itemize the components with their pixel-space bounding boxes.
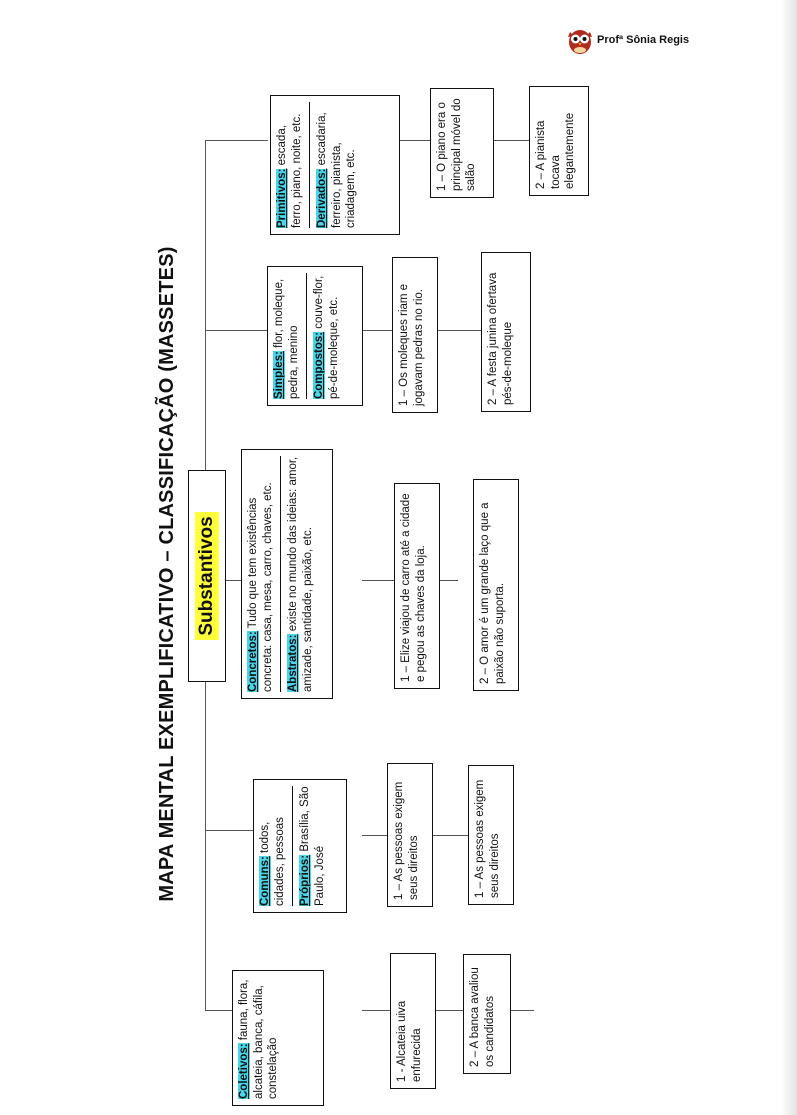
category-box-concretos-abstratos	[241, 449, 333, 699]
example-text: 2 – O amor é um grande laço que a paixão não suporta.	[479, 502, 506, 684]
example-box-primitivos-1	[430, 88, 494, 198]
example-text: 1 – As pessoas exigem seus direitos	[393, 781, 420, 900]
desc-proprios: Brasília, São Paulo, José	[299, 786, 326, 906]
example-text: 2 – A pianista tocava elegantemente	[535, 112, 576, 189]
example-box-simples-1	[392, 257, 438, 413]
example-text: 1 – O piano era o principal móvel do salão	[436, 98, 477, 191]
connector-stub-5	[205, 140, 268, 141]
category-box-coletivos	[232, 970, 324, 1106]
example-text: 1 - Alcateia uiva enfurecida	[396, 1000, 423, 1082]
divider	[306, 273, 307, 399]
root-label-wrap	[191, 476, 223, 676]
term-abstratos: Abstratos:	[287, 634, 299, 692]
desc-primitivos: escada, ferro, piano, noite, etc.	[276, 113, 303, 228]
category-box-comuns-proprios	[253, 779, 347, 913]
desc-concretos: Tudo que tem existências concreta: casa, mesa, carro, chaves, etc.	[247, 482, 274, 692]
example-box-coletivos-1	[390, 953, 436, 1089]
example-text: 1 – Os moleques riam e jogavam pedras no rio.	[398, 283, 425, 406]
desc-derivados: escadaria, ferreiro, pianista, criadagem, etc.	[316, 112, 357, 228]
page-title: MAPA MENTAL EXEMPLIFICATIVO – CLASSIFICAÇÃO (MASSETES)	[156, 246, 178, 902]
category-box-primitivos-derivados	[270, 95, 400, 235]
example-box-primitivos-2	[529, 86, 589, 196]
connector-stub-4	[205, 330, 268, 331]
example-text: 1 – As pessoas exigem seus direitos	[474, 779, 501, 898]
example-text: 2 – A festa junina ofertava pés-de-moleque	[487, 272, 514, 405]
desc-coletivos: fauna, flora, alcateia, banca, cáfila, constelação	[238, 979, 279, 1099]
category-box-simples-compostos	[267, 266, 363, 406]
desc-abstratos: existe no mundo das ideias: amor, amizade, santidade, paixão, etc.	[287, 456, 314, 692]
owl-icon	[565, 25, 595, 55]
term-primitivos: Primitivos:	[276, 168, 288, 228]
root-label: Substantivos	[195, 512, 219, 639]
term-comuns: Comuns:	[259, 856, 271, 906]
desc-simples: flor, moleque, pedra, menino	[273, 278, 300, 399]
example-box-comuns-2	[468, 765, 514, 905]
term-coletivos: Coletivos:	[238, 1043, 250, 1099]
example-text: 1 – Elize viajou de carro até a cidade e pegou as chaves da loja.	[400, 493, 427, 682]
term-derivados: Derivados:	[316, 168, 328, 228]
term-proprios: Próprios:	[299, 854, 311, 906]
author-logo	[565, 25, 689, 55]
page-edge-shadow	[781, 0, 797, 1115]
example-box-concretos-1	[394, 483, 440, 689]
example-text: 2 – A banca avaliou os candidatos	[469, 967, 496, 1067]
divider	[292, 786, 293, 906]
example-box-coletivos-2	[463, 954, 511, 1074]
divider	[309, 102, 310, 228]
term-simples: Simples:	[273, 351, 285, 399]
desc-compostos: couve-flor, pé-de-moleque, etc.	[313, 275, 340, 399]
term-concretos: Concretos:	[247, 631, 259, 692]
desc-comuns: todos, cidades, pessoas	[259, 817, 286, 906]
example-box-simples-2	[481, 252, 531, 412]
logo-text: Profª Sônia Regis	[597, 34, 690, 46]
divider	[280, 456, 281, 692]
term-compostos: Compostos:	[313, 331, 325, 399]
example-box-concretos-2	[473, 479, 519, 691]
example-box-comuns-1	[387, 763, 433, 907]
